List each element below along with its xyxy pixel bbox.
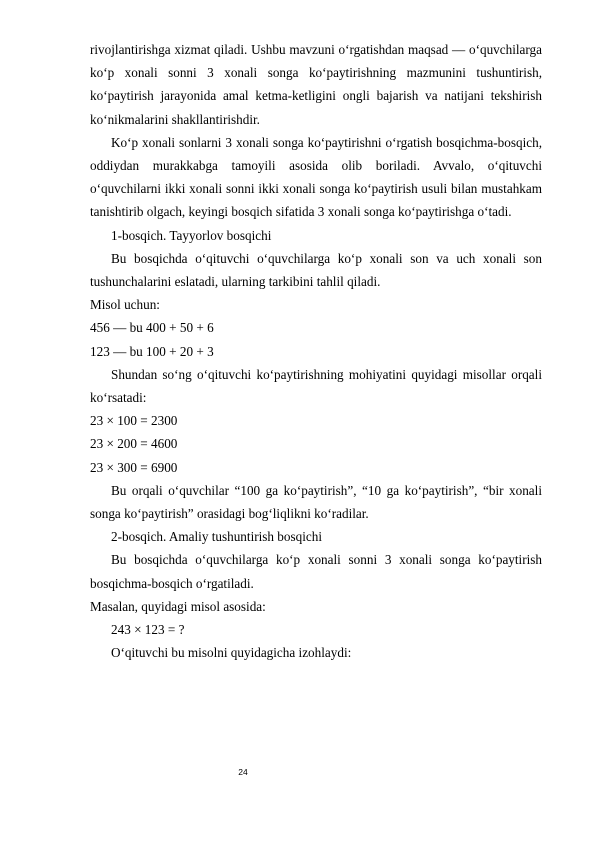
equation-line: 23 × 300 = 6900: [90, 459, 178, 475]
page-number: 24: [238, 767, 248, 777]
paragraph-intro: rivojlantirishga xizmat qiladi. Ushbu mavzuni o‘rgatishdan maqsad — o‘quvchilarga ko‘p xonali sonni 3 xonali songa ko‘paytirishning mazmunini tushuntirish, ko‘paytirish jarayonida amal ketma-ketligini ongli bajarish va natijani tekshirish ko‘nikmalarini shakllantirishdir.: [90, 42, 542, 127]
paragraph-explanation: O‘qituvchi bu misolni quyidagicha izohlaydi:: [111, 645, 352, 661]
paragraph-stage-1: Bu bosqichda o‘qituvchi o‘quvchilarga ko‘p xonali son va uch xonali son tushunchalarini eslatadi, ularning tarkibini tahlil qiladi.: [90, 250, 542, 290]
problem-line: 243 × 123 = ?: [111, 622, 185, 638]
paragraph-stage-2: Bu bosqichda o‘quvchilarga ko‘p xonali sonni 3 xonali songa ko‘paytirish bosqichma-bosqich o‘rgatiladi.: [90, 552, 542, 591]
example-intro: Masalan, quyidagi misol asosida:: [90, 598, 266, 614]
stage-2-heading: 2-bosqich. Amaliy tushuntirish bosqichi: [111, 529, 322, 545]
paragraph-relationship: Bu orqali o‘quvchilar “100 ga ko‘paytirish”, “10 ga ko‘paytirish”, “bir xonali songa ko‘paytirish” orasidagi bog‘liqlikni ko‘radilar.: [90, 482, 542, 522]
body-text: [90, 38, 542, 664]
paragraph-method: Ko‘p xonali sonlarni 3 xonali songa ko‘paytirishni o‘rgatish bosqichma-bosqich, oddiydan murakkabga tamoyili asosida olib boriladi. Avvalo, o‘qituvchi o‘quvchilarni ikki xonali sonni ikki xonali songa ko‘paytirish usuli bilan mustahkam tanishtirib olgach, keyingi bosqich sifatida 3 xonali songa ko‘paytirishga o‘tadi.: [90, 134, 542, 220]
example-label: Misol uchun:: [90, 297, 160, 313]
equation-line: 23 × 200 = 4600: [90, 436, 178, 452]
paragraph-demonstration: Shundan so‘ng o‘qituvchi ko‘paytirishning mohiyatini quyidagi misollar orqali ko‘rsatadi:: [90, 366, 542, 406]
example-line: 123 — bu 100 + 20 + 3: [90, 343, 214, 359]
stage-1-heading: 1-bosqich. Tayyorlov bosqichi: [111, 227, 272, 243]
equation-line: 23 × 100 = 2300: [90, 413, 178, 429]
example-line: 456 — bu 400 + 50 + 6: [90, 320, 214, 336]
